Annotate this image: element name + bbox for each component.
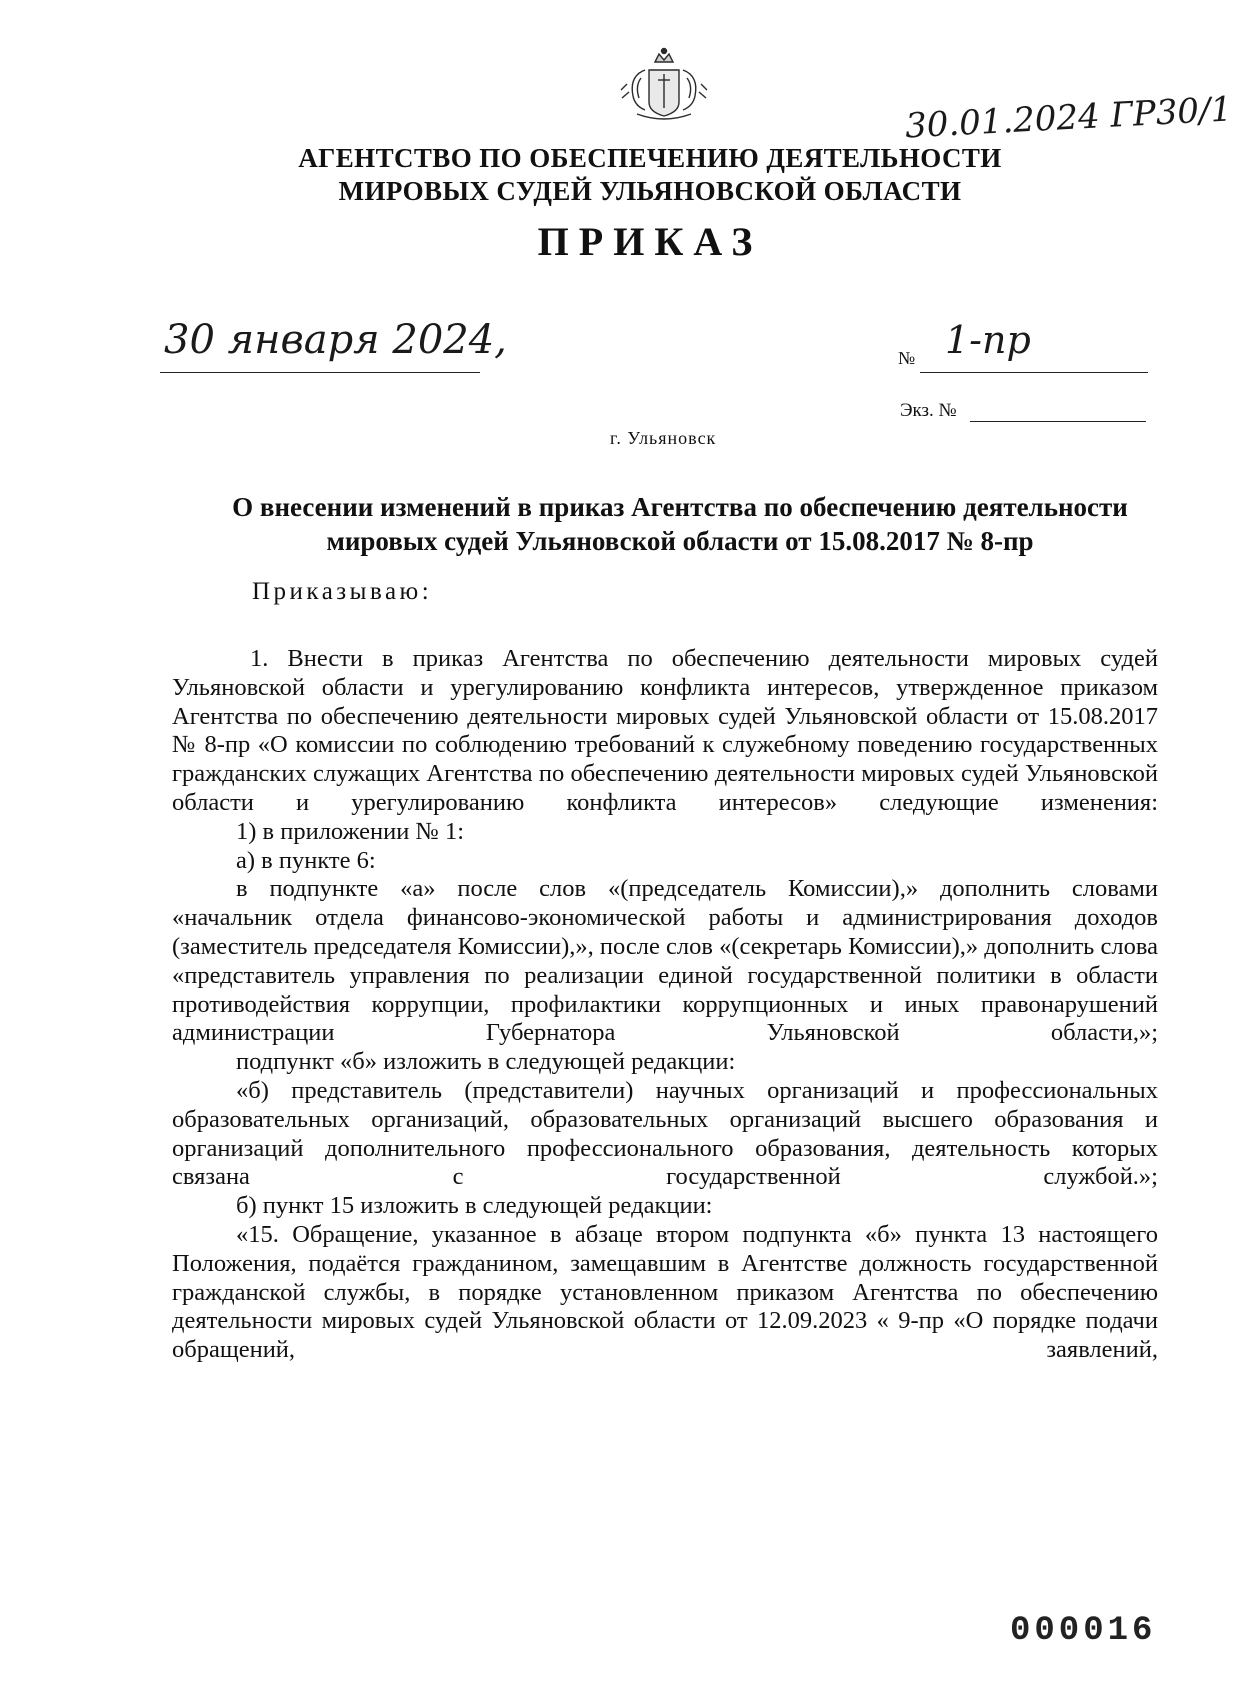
paragraph-subpoint-a: в подпункте «а» после слов «(председатель Комиссии),» дополнить словами «начальник отдела финансово-экономической работы и администрирования доходов (заместитель председателя Комиссии),», после слов «(секретарь Комиссии),» дополнить слова «представитель управления по реализации единой государственной политики в области противодействия коррупции, профилактики коррупционных и иных правонарушений администрации Губернатора Ульяновской области,»; (172, 875, 1158, 1047)
registration-note-handwritten: 30.01.2024 ГР30/1 (904, 89, 1233, 147)
copy-number-underline (970, 421, 1146, 422)
agency-name-line-1: АГЕНТСТВО ПО ОБЕСПЕЧЕНИЮ ДЕЯТЕЛЬНОСТИ (298, 143, 1002, 173)
page-stamp-number: 000016 (1010, 1612, 1157, 1650)
paragraph-subpoint-b-intro: подпункт «б» изложить в следующей редакции: (236, 1048, 736, 1076)
date-underline (160, 372, 480, 373)
copy-number-label: Экз. № (900, 400, 957, 421)
agency-name (250, 142, 1050, 208)
paragraph-point-15-intro: б) пункт 15 изложить в следующей редакции: (236, 1192, 713, 1220)
agency-name-line-2: МИРОВЫХ СУДЕЙ УЛЬЯНОВСКОЙ ОБЛАСТИ (338, 176, 962, 206)
paragraph-point-6: а) в пункте 6: (236, 846, 376, 874)
order-subject-line-2: мировых судей Ульяновской области от 15.08.2017 № 8-пр (326, 526, 1034, 556)
order-subject (200, 490, 1160, 558)
order-number-label: № (898, 348, 916, 368)
order-body (172, 645, 1158, 1365)
paragraph-point-15-text: «15. Обращение, указанное в абзаце втором подпункта «б» пункта 13 настоящего Положения, подаётся гражданином, замещавшим в Агентстве должность государственной гражданской службы, в порядке установленном приказом Агентства по обеспечению деятельности мировых судей Ульяновской области от 12.09.2023 « 9-пр «О порядке подачи обращений, заявлений, (172, 1220, 1158, 1364)
coat-of-arms-emblem (615, 40, 713, 124)
paragraph-subpoint-b-text: «б) представитель (представители) научных организаций и профессиональных образовательных организаций, образовательных организаций высшего образования и организаций дополнительного профессионального образования, деятельность которых связана с государственной службой.»; (172, 1076, 1158, 1191)
paragraph-item-1: 1. Внести в приказ Агентства по обеспечению деятельности мировых судей Ульяновской области и урегулированию конфликта интересов, утвержденное приказом Агентства по обеспечению деятельности мировых судей Ульяновской области от 15.08.2017 № 8-пр «О комиссии по соблюдению требований к служебному поведению государственных гражданских служащих Агентства по обеспечению деятельности мировых судей Ульяновской области и урегулированию конфликта интересов» следующие изменения: (172, 645, 1158, 816)
city-label: г. Ульяновск (610, 428, 717, 448)
order-number-handwritten: 1-пр (945, 318, 1031, 362)
paragraph-appendix-1: 1) в приложении № 1: (236, 817, 465, 845)
document-type-title: ПРИКАЗ (537, 219, 763, 264)
number-underline (920, 372, 1148, 373)
order-word: Приказываю: (252, 578, 433, 605)
order-date-handwritten: 30 января 2024, (164, 317, 507, 363)
order-subject-line-1: О внесении изменений в приказ Агентства по обеспечению деятельности (232, 492, 1128, 522)
